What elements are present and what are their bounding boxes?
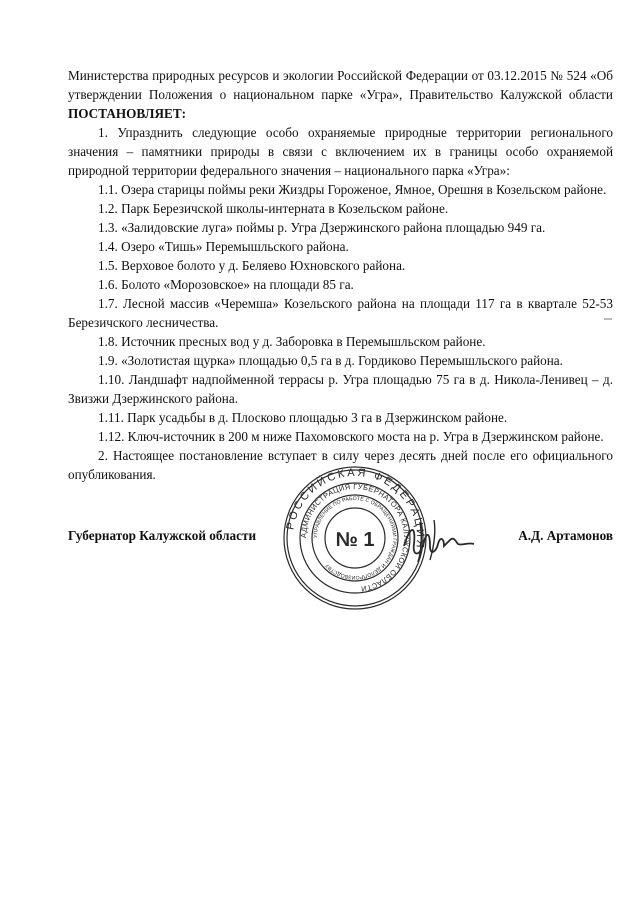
signatory-name: А.Д. Артамонов xyxy=(518,528,613,543)
clause-1-10: 1.10. Ландшафт надпойменной террасы р. Угра площадью 75 га в д. Никола-Ленивец – д. Звизжи Дзержинского района. xyxy=(68,372,613,406)
seal-outer-text: РОССИЙСКАЯ ФЕДЕРАЦИЯ xyxy=(284,466,427,551)
clause-1-2: 1.2. Парк Березичской школы-интерната в Козельском районе. xyxy=(98,201,449,216)
clause-1-7: 1.7. Лесной массив «Черемша» Козельского района на площади 117 га в квартале 52-53 Березичского лесничества. xyxy=(68,296,613,330)
clause-1-11: 1.11. Парк усадьбы в д. Плосково площадью 3 га в Дзержинском районе. xyxy=(98,410,508,425)
intro-text: Министерства природных ресурсов и экологии Российской Федерации от 03.12.2015 № 524 «Об утверждении Положения о национальном парке «Угра», Правительство Калужской области xyxy=(68,68,613,102)
clause-2: 2. Настоящее постановление вступает в силу через десять дней после его официального опубликования. xyxy=(68,448,613,482)
margin-mark xyxy=(604,318,612,320)
resolves-keyword: ПОСТАНОВЛЯЕТ: xyxy=(68,106,187,121)
clause-1-4: 1.4. Озеро «Тишь» Перемышльского района. xyxy=(98,239,349,254)
clause-1-8: 1.8. Источник пресных вод у д. Заборовка в Перемышльском районе. xyxy=(98,334,486,349)
clause-1-3: 1.3. «Залидовские луга» поймы р. Угра Дзержинского района площадью 949 га. xyxy=(98,220,546,235)
clause-1-1: 1.1. Озера старицы поймы реки Жиздры Гороженое, Ямное, Орешня в Козельском районе. xyxy=(98,182,607,197)
seal-inner-text: УПРАВЛЕНИЕ ПО РАБОТЕ С ОБРАЩЕНИЯМИ ГРАЖДАН И ДЕЛОПРОИЗВОДСТВУ xyxy=(312,495,398,581)
clause-1-6: 1.6. Болото «Морозовское» на площади 85 га. xyxy=(98,277,354,292)
signatory-title: Губернатор Калужской области xyxy=(68,528,257,543)
signature-block xyxy=(68,528,613,548)
intro-paragraph xyxy=(68,66,613,123)
seal-number: № 1 xyxy=(335,529,375,551)
clause-1-12: 1.12. Ключ-источник в 200 м ниже Пахомовского моста на р. Угра в Дзержинском районе. xyxy=(98,429,604,444)
clause-1-9: 1.9. «Золотистая щурка» площадью 0,5 га в д. Гордиково Перемышльского района. xyxy=(98,353,563,368)
seal-ring-text: АДМИНИСТРАЦИЯ ГУБЕРНАТОРА КАЛУЖСКОЙ ОБЛАСТИ xyxy=(298,481,412,594)
document-body xyxy=(68,66,613,484)
clause-1: 1. Упразднить следующие особо охраняемые природные территории регионального значения – памятники природы в связи с включением их в границы особо охраняемой природной территории федерального значения – национального парка «Угра»: xyxy=(68,125,613,178)
clause-1-5: 1.5. Верховое болото у д. Беляево Юхновского района. xyxy=(98,258,406,273)
